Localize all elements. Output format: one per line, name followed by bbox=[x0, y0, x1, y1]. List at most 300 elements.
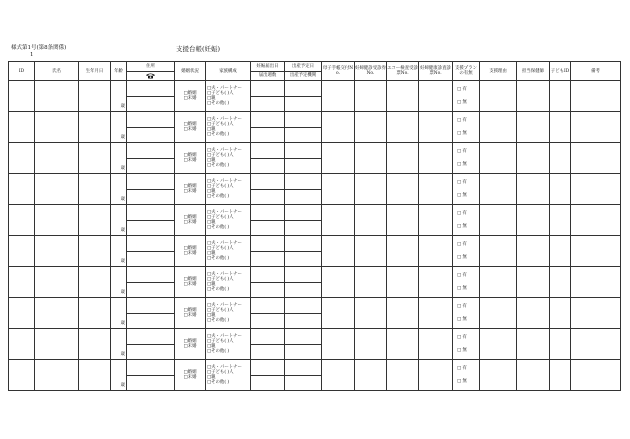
handbook-no-cell[interactable] bbox=[322, 205, 355, 236]
child-id-cell[interactable] bbox=[550, 267, 571, 298]
dental-voucher-cell[interactable] bbox=[419, 298, 453, 329]
due-date-cell[interactable] bbox=[285, 205, 322, 221]
confirmed-date-cell[interactable] bbox=[251, 267, 285, 283]
name-cell[interactable] bbox=[35, 112, 79, 143]
family-partner-option: □夫・パートナー bbox=[207, 364, 242, 370]
planned-facility-cell[interactable] bbox=[285, 313, 322, 329]
id-cell[interactable] bbox=[9, 205, 35, 236]
handbook-no-cell[interactable] bbox=[322, 112, 355, 143]
remarks-cell[interactable] bbox=[571, 298, 621, 329]
plan-no-option: □ 無 bbox=[457, 100, 467, 105]
checkup-voucher-cell[interactable] bbox=[355, 174, 387, 205]
age-unit: 歳 bbox=[120, 290, 125, 295]
marital-married-option: □婚姻 bbox=[183, 308, 197, 313]
id-cell[interactable] bbox=[9, 174, 35, 205]
remarks-cell[interactable] bbox=[571, 267, 621, 298]
family-cell[interactable] bbox=[206, 143, 251, 174]
phone-cell[interactable] bbox=[127, 313, 175, 329]
table-row bbox=[9, 205, 621, 221]
plan-yes-option: □ 有 bbox=[457, 335, 467, 340]
nurse-cell[interactable] bbox=[517, 205, 550, 236]
remarks-cell[interactable] bbox=[571, 360, 621, 391]
due-date-cell[interactable] bbox=[285, 236, 322, 252]
age-cell[interactable] bbox=[111, 81, 127, 112]
handbook-no-cell[interactable] bbox=[322, 298, 355, 329]
table-row bbox=[9, 267, 621, 283]
address-cell[interactable] bbox=[127, 236, 175, 252]
id-cell[interactable] bbox=[9, 360, 35, 391]
family-other-option: □その他( ) bbox=[207, 194, 230, 200]
marital-unmarried-option: □未婚 bbox=[183, 220, 197, 225]
age-cell[interactable] bbox=[111, 112, 127, 143]
family-partner-option: □夫・パートナー bbox=[207, 116, 242, 122]
nurse-cell[interactable] bbox=[517, 298, 550, 329]
header-name: 氏名 bbox=[35, 62, 79, 81]
reason-cell[interactable] bbox=[480, 112, 517, 143]
marital-married-option: □婚姻 bbox=[183, 370, 197, 375]
family-cell[interactable] bbox=[206, 174, 251, 205]
dental-voucher-cell[interactable] bbox=[419, 360, 453, 391]
remarks-cell[interactable] bbox=[571, 236, 621, 267]
marital-status-cell[interactable] bbox=[175, 329, 206, 360]
confirmed-date-cell[interactable] bbox=[251, 112, 285, 128]
age-cell[interactable] bbox=[111, 236, 127, 267]
dental-voucher-cell[interactable] bbox=[419, 112, 453, 143]
echo-voucher-cell[interactable] bbox=[387, 205, 419, 236]
phone-cell[interactable] bbox=[127, 282, 175, 298]
birthdate-cell[interactable] bbox=[79, 112, 111, 143]
birthdate-cell[interactable] bbox=[79, 205, 111, 236]
header-due-date: 出産予定日 bbox=[285, 62, 322, 72]
address-cell[interactable] bbox=[127, 143, 175, 159]
dental-voucher-cell[interactable] bbox=[419, 236, 453, 267]
age-unit: 歳 bbox=[120, 166, 125, 171]
handbook-no-cell[interactable] bbox=[322, 236, 355, 267]
planned-facility-cell[interactable] bbox=[285, 158, 322, 174]
nurse-cell[interactable] bbox=[517, 236, 550, 267]
confirmed-date-cell[interactable] bbox=[251, 329, 285, 345]
planned-facility-cell[interactable] bbox=[285, 251, 322, 267]
table-row bbox=[9, 236, 621, 252]
nurse-cell[interactable] bbox=[517, 81, 550, 112]
name-cell[interactable] bbox=[35, 298, 79, 329]
family-children-option: □子ども( )人 bbox=[207, 183, 234, 189]
planned-facility-cell[interactable] bbox=[285, 127, 322, 143]
due-date-cell[interactable] bbox=[285, 329, 322, 345]
table-body bbox=[9, 81, 621, 391]
reason-cell[interactable] bbox=[480, 205, 517, 236]
birthdate-cell[interactable] bbox=[79, 267, 111, 298]
plan-no-option: □ 無 bbox=[457, 348, 467, 353]
remarks-cell[interactable] bbox=[571, 81, 621, 112]
family-children-option: □子ども( )人 bbox=[207, 90, 234, 96]
family-cell[interactable] bbox=[206, 360, 251, 391]
name-cell[interactable] bbox=[35, 205, 79, 236]
dental-voucher-cell[interactable] bbox=[419, 329, 453, 360]
nurse-cell[interactable] bbox=[517, 174, 550, 205]
plan-cell[interactable] bbox=[453, 329, 480, 360]
family-children-option: □子ども( )人 bbox=[207, 214, 234, 220]
marital-married-option: □婚姻 bbox=[183, 215, 197, 220]
header-echo-voucher-no: エコー検査受診票No. bbox=[387, 62, 419, 81]
dental-voucher-cell[interactable] bbox=[419, 143, 453, 174]
confirmed-date-cell[interactable] bbox=[251, 174, 285, 190]
age-unit: 歳 bbox=[120, 104, 125, 109]
marital-unmarried-option: □未婚 bbox=[183, 375, 197, 380]
plan-cell[interactable] bbox=[453, 267, 480, 298]
header-remarks: 備考 bbox=[571, 62, 621, 81]
confirmed-date-cell[interactable] bbox=[251, 143, 285, 159]
weeks-cell[interactable] bbox=[251, 344, 285, 360]
plan-no-option: □ 無 bbox=[457, 131, 467, 136]
family-cell[interactable] bbox=[206, 329, 251, 360]
marital-married-option: □婚姻 bbox=[183, 122, 197, 127]
birthdate-cell[interactable] bbox=[79, 298, 111, 329]
address-cell[interactable] bbox=[127, 360, 175, 376]
marital-unmarried-option: □未婚 bbox=[183, 251, 197, 256]
birthdate-cell[interactable] bbox=[79, 143, 111, 174]
address-cell[interactable] bbox=[127, 174, 175, 190]
confirmed-date-cell[interactable] bbox=[251, 360, 285, 376]
address-cell[interactable] bbox=[127, 298, 175, 314]
marital-status-cell[interactable] bbox=[175, 267, 206, 298]
family-other-option: □その他( ) bbox=[207, 287, 230, 293]
header-planned-facility: 出産予定機関 bbox=[285, 71, 322, 81]
phone-cell[interactable] bbox=[127, 189, 175, 205]
family-children-option: □子ども( )人 bbox=[207, 307, 234, 313]
plan-cell[interactable] bbox=[453, 360, 480, 391]
table-header bbox=[9, 62, 621, 81]
plan-cell[interactable] bbox=[453, 143, 480, 174]
family-other-option: □その他( ) bbox=[207, 256, 230, 262]
birthdate-cell[interactable] bbox=[79, 236, 111, 267]
child-id-cell[interactable] bbox=[550, 143, 571, 174]
marital-unmarried-option: □未婚 bbox=[183, 313, 197, 318]
age-cell[interactable] bbox=[111, 329, 127, 360]
header-checkup-voucher-no: 妊婦健診受診券No. bbox=[355, 62, 387, 81]
nurse-cell[interactable] bbox=[517, 143, 550, 174]
family-children-option: □子ども( )人 bbox=[207, 152, 234, 158]
table-row bbox=[9, 143, 621, 159]
reason-cell[interactable] bbox=[480, 143, 517, 174]
family-parent-option: □親 bbox=[207, 375, 216, 380]
name-cell[interactable] bbox=[35, 236, 79, 267]
confirmed-date-cell[interactable] bbox=[251, 298, 285, 314]
checkup-voucher-cell[interactable] bbox=[355, 236, 387, 267]
marital-unmarried-option: □未婚 bbox=[183, 344, 197, 349]
checkup-voucher-cell[interactable] bbox=[355, 298, 387, 329]
child-id-cell[interactable] bbox=[550, 360, 571, 391]
family-partner-option: □夫・パートナー bbox=[207, 271, 242, 277]
child-id-cell[interactable] bbox=[550, 236, 571, 267]
due-date-cell[interactable] bbox=[285, 174, 322, 190]
family-cell[interactable] bbox=[206, 236, 251, 267]
id-cell[interactable] bbox=[9, 298, 35, 329]
family-children-option: □子ども( )人 bbox=[207, 338, 234, 344]
birthdate-cell[interactable] bbox=[79, 174, 111, 205]
handbook-no-cell[interactable] bbox=[322, 81, 355, 112]
family-cell[interactable] bbox=[206, 112, 251, 143]
phone-cell[interactable] bbox=[127, 127, 175, 143]
phone-cell[interactable] bbox=[127, 220, 175, 236]
reason-cell[interactable] bbox=[480, 329, 517, 360]
address-cell[interactable] bbox=[127, 112, 175, 128]
address-cell[interactable] bbox=[127, 205, 175, 221]
family-partner-option: □夫・パートナー bbox=[207, 302, 242, 308]
phone-cell[interactable] bbox=[127, 251, 175, 267]
id-cell[interactable] bbox=[9, 143, 35, 174]
checkup-voucher-cell[interactable] bbox=[355, 329, 387, 360]
header-nurse: 担当保健師 bbox=[517, 62, 550, 81]
marital-unmarried-option: □未婚 bbox=[183, 96, 197, 101]
birthdate-cell[interactable] bbox=[79, 329, 111, 360]
family-children-option: □子ども( )人 bbox=[207, 245, 234, 251]
birthdate-cell[interactable] bbox=[79, 81, 111, 112]
planned-facility-cell[interactable] bbox=[285, 344, 322, 360]
header-dental-voucher-no: 妊婦健康診査診票No. bbox=[419, 62, 453, 81]
marital-status-cell[interactable] bbox=[175, 174, 206, 205]
family-cell[interactable] bbox=[206, 267, 251, 298]
reason-cell[interactable] bbox=[480, 236, 517, 267]
plan-yes-option: □ 有 bbox=[457, 242, 467, 247]
id-cell[interactable] bbox=[9, 112, 35, 143]
family-children-option: □子ども( )人 bbox=[207, 121, 234, 127]
weeks-cell[interactable] bbox=[251, 158, 285, 174]
marital-unmarried-option: □未婚 bbox=[183, 158, 197, 163]
checkup-voucher-cell[interactable] bbox=[355, 360, 387, 391]
marital-married-option: □婚姻 bbox=[183, 339, 197, 344]
id-cell[interactable] bbox=[9, 267, 35, 298]
echo-voucher-cell[interactable] bbox=[387, 174, 419, 205]
plan-yes-option: □ 有 bbox=[457, 149, 467, 154]
handbook-no-cell[interactable] bbox=[322, 360, 355, 391]
family-parent-option: □親 bbox=[207, 220, 216, 225]
weeks-cell[interactable] bbox=[251, 96, 285, 112]
plan-yes-option: □ 有 bbox=[457, 366, 467, 371]
plan-no-option: □ 無 bbox=[457, 193, 467, 198]
address-cell[interactable] bbox=[127, 81, 175, 97]
planned-facility-cell[interactable] bbox=[285, 375, 322, 391]
dental-voucher-cell[interactable] bbox=[419, 205, 453, 236]
age-cell[interactable] bbox=[111, 267, 127, 298]
remarks-cell[interactable] bbox=[571, 174, 621, 205]
age-unit: 歳 bbox=[120, 197, 125, 202]
confirmed-date-cell[interactable] bbox=[251, 236, 285, 252]
reason-cell[interactable] bbox=[480, 174, 517, 205]
checkup-voucher-cell[interactable] bbox=[355, 205, 387, 236]
table-row bbox=[9, 298, 621, 314]
family-other-option: □その他( ) bbox=[207, 380, 230, 386]
phone-cell[interactable] bbox=[127, 158, 175, 174]
plan-cell[interactable] bbox=[453, 81, 480, 112]
header-weeks: 届出週数 bbox=[251, 71, 285, 81]
header-address: 住所 bbox=[127, 62, 175, 72]
header-confirmed-date: 妊娠届出日 bbox=[251, 62, 285, 72]
plan-no-option: □ 無 bbox=[457, 379, 467, 384]
family-parent-option: □親 bbox=[207, 127, 216, 132]
age-unit: 歳 bbox=[120, 259, 125, 264]
handbook-no-cell[interactable] bbox=[322, 267, 355, 298]
checkup-voucher-cell[interactable] bbox=[355, 143, 387, 174]
family-parent-option: □親 bbox=[207, 251, 216, 256]
nurse-cell[interactable] bbox=[517, 267, 550, 298]
family-other-option: □その他( ) bbox=[207, 225, 230, 231]
echo-voucher-cell[interactable] bbox=[387, 81, 419, 112]
reason-cell[interactable] bbox=[480, 298, 517, 329]
plan-no-option: □ 無 bbox=[457, 317, 467, 322]
header-reason: 支援理由 bbox=[480, 62, 517, 81]
reason-cell[interactable] bbox=[480, 267, 517, 298]
name-cell[interactable] bbox=[35, 360, 79, 391]
weeks-cell[interactable] bbox=[251, 189, 285, 205]
echo-voucher-cell[interactable] bbox=[387, 267, 419, 298]
due-date-cell[interactable] bbox=[285, 267, 322, 283]
family-children-option: □子ども( )人 bbox=[207, 369, 234, 375]
due-date-cell[interactable] bbox=[285, 112, 322, 128]
weeks-cell[interactable] bbox=[251, 313, 285, 329]
planned-facility-cell[interactable] bbox=[285, 220, 322, 236]
marital-status-cell[interactable] bbox=[175, 143, 206, 174]
name-cell[interactable] bbox=[35, 267, 79, 298]
family-parent-option: □親 bbox=[207, 189, 216, 194]
planned-facility-cell[interactable] bbox=[285, 282, 322, 298]
due-date-cell[interactable] bbox=[285, 360, 322, 376]
family-other-option: □その他( ) bbox=[207, 318, 230, 324]
reason-cell[interactable] bbox=[480, 360, 517, 391]
echo-voucher-cell[interactable] bbox=[387, 360, 419, 391]
echo-voucher-cell[interactable] bbox=[387, 329, 419, 360]
family-cell[interactable] bbox=[206, 298, 251, 329]
age-cell[interactable] bbox=[111, 205, 127, 236]
id-cell[interactable] bbox=[9, 329, 35, 360]
child-id-cell[interactable] bbox=[550, 174, 571, 205]
age-cell[interactable] bbox=[111, 360, 127, 391]
weeks-cell[interactable] bbox=[251, 375, 285, 391]
child-id-cell[interactable] bbox=[550, 81, 571, 112]
echo-voucher-cell[interactable] bbox=[387, 236, 419, 267]
echo-voucher-cell[interactable] bbox=[387, 298, 419, 329]
family-other-option: □その他( ) bbox=[207, 132, 230, 138]
planned-facility-cell[interactable] bbox=[285, 96, 322, 112]
weeks-cell[interactable] bbox=[251, 251, 285, 267]
checkup-voucher-cell[interactable] bbox=[355, 81, 387, 112]
checkup-voucher-cell[interactable] bbox=[355, 267, 387, 298]
age-cell[interactable] bbox=[111, 298, 127, 329]
echo-voucher-cell[interactable] bbox=[387, 143, 419, 174]
handbook-no-cell[interactable] bbox=[322, 174, 355, 205]
marital-status-cell[interactable] bbox=[175, 81, 206, 112]
marital-status-cell[interactable] bbox=[175, 360, 206, 391]
handbook-no-cell[interactable] bbox=[322, 329, 355, 360]
family-other-option: □その他( ) bbox=[207, 101, 230, 107]
name-cell[interactable] bbox=[35, 143, 79, 174]
plan-cell[interactable] bbox=[453, 174, 480, 205]
due-date-cell[interactable] bbox=[285, 298, 322, 314]
name-cell[interactable] bbox=[35, 81, 79, 112]
plan-cell[interactable] bbox=[453, 236, 480, 267]
family-partner-option: □夫・パートナー bbox=[207, 333, 242, 339]
form-code-text: 様式第1号(第8条関係) bbox=[11, 45, 67, 51]
marital-status-cell[interactable] bbox=[175, 112, 206, 143]
family-parent-option: □親 bbox=[207, 313, 216, 318]
table-row bbox=[9, 81, 621, 97]
id-cell[interactable] bbox=[9, 236, 35, 267]
marital-status-cell[interactable] bbox=[175, 298, 206, 329]
nurse-cell[interactable] bbox=[517, 112, 550, 143]
phone-cell[interactable] bbox=[127, 344, 175, 360]
echo-voucher-cell[interactable] bbox=[387, 112, 419, 143]
weeks-cell[interactable] bbox=[251, 220, 285, 236]
telephone-icon bbox=[145, 72, 156, 79]
family-parent-option: □親 bbox=[207, 344, 216, 349]
form-code-sub: 1 bbox=[30, 52, 34, 58]
address-cell[interactable] bbox=[127, 267, 175, 283]
remarks-cell[interactable] bbox=[571, 112, 621, 143]
header-marital-status: 婚姻状況 bbox=[175, 62, 206, 81]
phone-cell[interactable] bbox=[127, 96, 175, 112]
table-row bbox=[9, 112, 621, 128]
family-partner-option: □夫・パートナー bbox=[207, 178, 242, 184]
marital-status-cell[interactable] bbox=[175, 205, 206, 236]
name-cell[interactable] bbox=[35, 174, 79, 205]
dental-voucher-cell[interactable] bbox=[419, 174, 453, 205]
marital-married-option: □婚姻 bbox=[183, 184, 197, 189]
id-cell[interactable] bbox=[9, 81, 35, 112]
address-cell[interactable] bbox=[127, 329, 175, 345]
birthdate-cell[interactable] bbox=[79, 360, 111, 391]
confirmed-date-cell[interactable] bbox=[251, 205, 285, 221]
weeks-cell[interactable] bbox=[251, 282, 285, 298]
family-cell[interactable] bbox=[206, 81, 251, 112]
age-cell[interactable] bbox=[111, 143, 127, 174]
reason-cell[interactable] bbox=[480, 81, 517, 112]
dental-voucher-cell[interactable] bbox=[419, 81, 453, 112]
child-id-cell[interactable] bbox=[550, 112, 571, 143]
marital-status-cell[interactable] bbox=[175, 236, 206, 267]
confirmed-date-cell[interactable] bbox=[251, 81, 285, 97]
child-id-cell[interactable] bbox=[550, 205, 571, 236]
weeks-cell[interactable] bbox=[251, 127, 285, 143]
dental-voucher-cell[interactable] bbox=[419, 267, 453, 298]
planned-facility-cell[interactable] bbox=[285, 189, 322, 205]
child-id-cell[interactable] bbox=[550, 298, 571, 329]
form-title: 支援台帳(妊娠) bbox=[176, 45, 221, 53]
due-date-cell[interactable] bbox=[285, 143, 322, 159]
child-id-cell[interactable] bbox=[550, 329, 571, 360]
remarks-cell[interactable] bbox=[571, 143, 621, 174]
age-unit: 歳 bbox=[120, 228, 125, 233]
name-cell[interactable] bbox=[35, 329, 79, 360]
family-cell[interactable] bbox=[206, 205, 251, 236]
remarks-cell[interactable] bbox=[571, 329, 621, 360]
family-partner-option: □夫・パートナー bbox=[207, 85, 242, 91]
handbook-no-cell[interactable] bbox=[322, 143, 355, 174]
plan-cell[interactable] bbox=[453, 205, 480, 236]
plan-cell[interactable] bbox=[453, 112, 480, 143]
header-id: ID bbox=[9, 62, 35, 81]
due-date-cell[interactable] bbox=[285, 81, 322, 97]
plan-cell[interactable] bbox=[453, 298, 480, 329]
age-cell[interactable] bbox=[111, 174, 127, 205]
checkup-voucher-cell[interactable] bbox=[355, 112, 387, 143]
age-unit: 歳 bbox=[120, 321, 125, 326]
remarks-cell[interactable] bbox=[571, 205, 621, 236]
nurse-cell[interactable] bbox=[517, 329, 550, 360]
header-phone bbox=[127, 71, 175, 81]
family-partner-option: □夫・パートナー bbox=[207, 240, 242, 246]
phone-cell[interactable] bbox=[127, 375, 175, 391]
nurse-cell[interactable] bbox=[517, 360, 550, 391]
